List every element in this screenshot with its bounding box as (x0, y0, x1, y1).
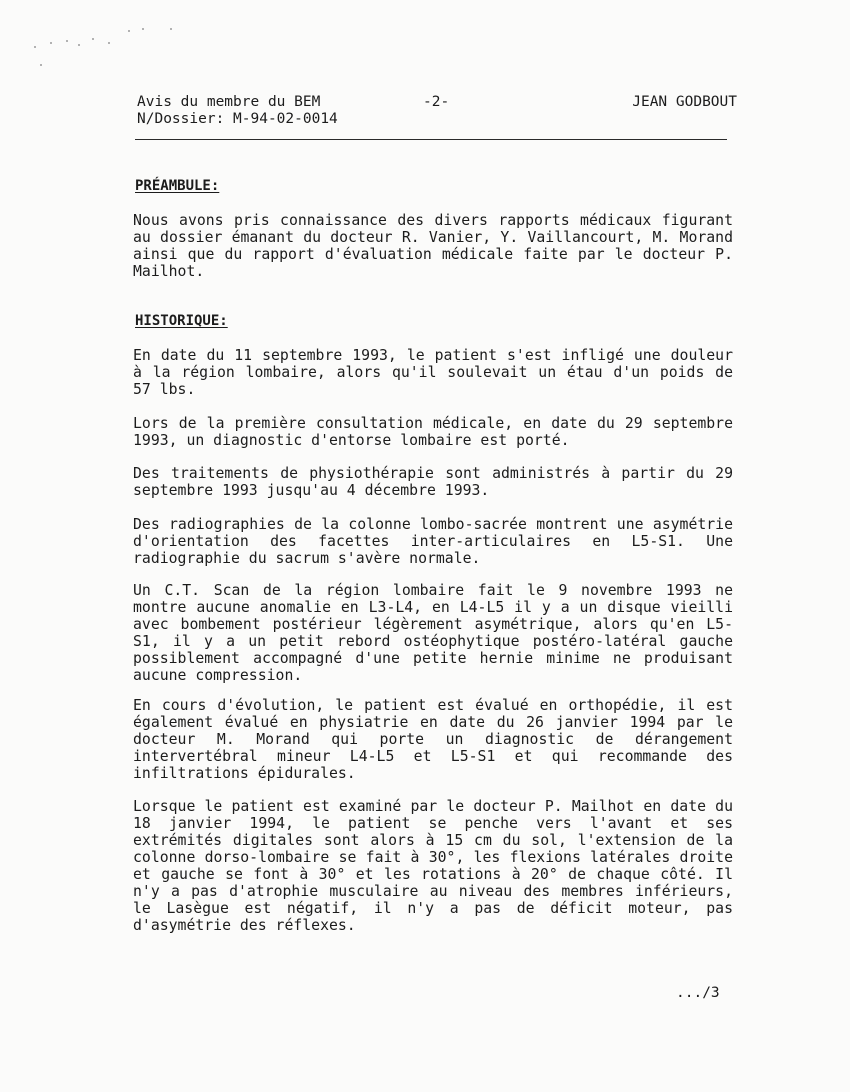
header-divider (135, 139, 727, 140)
scan-specks (30, 28, 190, 78)
continuation-marker: .../3 (676, 985, 720, 1001)
header-left (137, 94, 338, 128)
file-number: N/Dossier: M-94-02-0014 (137, 111, 338, 127)
historique-paragraph-7: Lorsque le patient est examiné par le docteur P. Mailhot en date du 18 janvier 1994, le patient se penche vers l'avant et ses extrémités digitales sont alors à 15 cm du sol, l'extension de la colonne dorso-lombaire se fait à 30°, les flexions latérales droite et gauche se font à 30° et les rotations à 20° de chaque côté. Il n'y a pas d'atrophie musculaire au niveau des membres inférieurs, le Lasègue est négatif, il n'y a pas de déficit moteur, pas d'asymétrie des réflexes. (133, 798, 733, 934)
historique-heading: HISTORIQUE: (135, 313, 228, 329)
historique-paragraph-6: En cours d'évolution, le patient est évalué en orthopédie, il est également évalué en physiatrie en date du 26 janvier 1994 par le docteur M. Morand qui porte un diagnostic de dérangement intervertébral mineur L4-L5 et L5-S1 et qui recommande des infiltrations épidurales. (133, 697, 733, 782)
historique-paragraph-3: Des traitements de physiothérapie sont administrés à partir du 29 septembre 1993 jusqu'au 4 décembre 1993. (133, 465, 733, 499)
historique-paragraph-4: Des radiographies de la colonne lombo-sacrée montrent une asymétrie d'orientation des facettes inter-articulaires en L5-S1. Une radiographie du sacrum s'avère normale. (133, 516, 733, 567)
page-number: -2- (423, 94, 450, 110)
historique-paragraph-1: En date du 11 septembre 1993, le patient s'est infligé une douleur à la région lombaire, alors qu'il soulevait un étau d'un poids de 57 lbs. (133, 347, 733, 398)
preambule-paragraph: Nous avons pris connaissance des divers rapports médicaux figurant au dossier émanant du docteur R. Vanier, Y. Vaillancourt, M. Morand ainsi que du rapport d'évaluation médicale faite par le docteur P. Mailhot. (133, 212, 733, 280)
header-title: Avis du membre du BEM (137, 94, 321, 110)
preambule-heading: PRÉAMBULE: (135, 178, 220, 194)
historique-paragraph-5: Un C.T. Scan de la région lombaire fait le 9 novembre 1993 ne montre aucune anomalie en L3-L4, en L4-L5 il y a un disque vieilli avec bombement postérieur légèrement asymétrique, alors qu'en L5-S1, il y a un petit rebord ostéophytique postéro-latéral gauche possiblement accompagné d'une petite hernie minime ne produisant aucune compression. (133, 582, 733, 684)
patient-name: JEAN GODBOUT (632, 94, 737, 110)
historique-paragraph-2: Lors de la première consultation médicale, en date du 29 septembre 1993, un diagnostic d'entorse lombaire est porté. (133, 415, 733, 449)
